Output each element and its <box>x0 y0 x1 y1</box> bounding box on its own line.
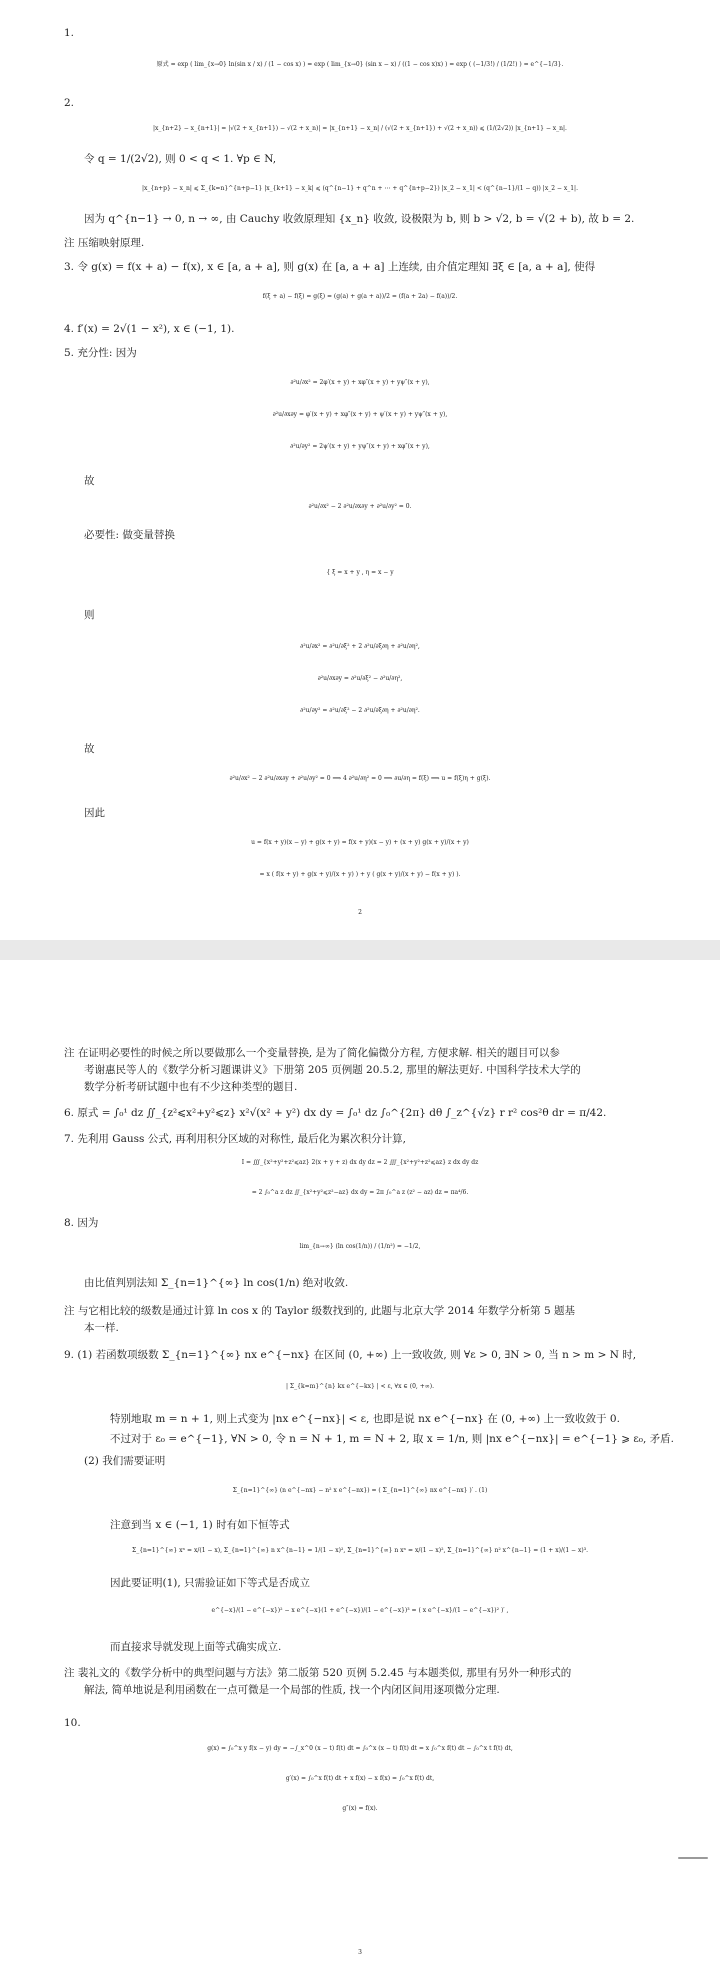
note-line: 注 在证明必要性的时候之所以要做那么一个变量替换, 是为了简化偏微分方程, 方便求解. 相关的题目可以参 <box>64 1047 560 1059</box>
text-line: 令 q = 1/(2√2), 则 0 < q < 1. ∀p ∈ N, <box>84 153 277 165</box>
text-line: 则 <box>84 609 95 621</box>
problem-3-text: 3. 令 g(x) = f(x + a) − f(x), x ∈ [a, a + a], 则 g(x) 在 [a, a + a] 上连续, 由介值定理知 ∃ξ ∈ [a, a + a], 使得 <box>64 261 596 273</box>
equation-line: |x_{n+2} − x_{n+1}| = |√(2 + x_{n+1}) − √(2 + x_n)| = |x_{n+1} − x_n| / (√(2 + x_{n+1}) + √(2 + x_n)) ⩽ (1/(2√2)) |x_{n+1} − x_n|. <box>153 125 567 132</box>
note-line: 数学分析考研试题中也有不少这种类型的题目. <box>84 1081 298 1093</box>
equation-line: ∂²u/∂x² − 2 ∂²u/∂x∂y + ∂²u/∂y² = 0. <box>308 503 412 510</box>
equation-line: ∂²u/∂y² = 2ψ′(x + y) + yψ″(x + y) + xφ″(x + y), <box>290 443 430 450</box>
equation-line: { ξ = x + y , η = x − y <box>326 569 394 576</box>
equation-line: f(ξ + a) − f(ξ) = g(ξ) = (g(a) + g(a + a))/2 = (f(a + 2a) − f(a))/2. <box>262 293 458 300</box>
equation-line: ∂²u/∂x∂y = ∂²u/∂ξ² − ∂²u/∂η², <box>317 675 403 682</box>
scroll-indicator[interactable] <box>678 1857 708 1859</box>
equation-line: g(x) = ∫₀^x y f(x − y) dy = −∫_x^0 (x − t) f(t) dt = ∫₀^x (x − t) f(t) dt = x ∫₀^x f(t) dt − ∫₀^x t f(t) dt, <box>207 1745 513 1752</box>
text-line: (2) 我们需要证明 <box>84 1455 166 1467</box>
problem-4-text: 4. f′(x) = 2√(1 − x²), x ∈ (−1, 1). <box>64 323 235 335</box>
equation-line: e^{−x}/(1 − e^{−x})² − x e^{−x}(1 + e^{−x})/(1 − e^{−x})³ = ( x e^{−x}/(1 − e^{−x})² )′ , <box>211 1607 509 1614</box>
equation-line: ∂²u/∂x² = 2φ′(x + y) + xφ″(x + y) + yψ″(x + y), <box>290 379 430 386</box>
problem-8-text: 8. 因为 <box>64 1217 99 1229</box>
equation-line: 原式 = exp ( lim_{x→0} ln(sin x / x) / (1 − cos x) ) = exp ( lim_{x→0} (sin x − x) / ((1 − cos x)x) ) = exp ( (−1/3!) / (1/2!) ) = e^{−1/3}. <box>156 61 564 68</box>
problem-6-text: 6. 原式 = ∫₀¹ dz ∬_{z²⩽x²+y²⩽z} x²√(x² + y²) dx dy = ∫₀¹ dz ∫₀^{2π} dθ ∫_z^{√z} r r² cos²θ dr = π/42. <box>64 1107 607 1119</box>
text-line: 因此要证明(1), 只需验证如下等式是否成立 <box>110 1577 311 1589</box>
problem-2-number: 2. <box>64 97 75 109</box>
note-line: 考谢惠民等人的《数学分析习题课讲义》下册第 205 页例题 20.5.2, 那里的解法更好. 中国科学技术大学的 <box>84 1064 581 1076</box>
equation-line: = 2 ∫₀^a z dz ∬_{x²+y²⩽z²−az} dx dy = 2π ∫₀^a z (z² − az) dz = πa⁴/6. <box>251 1189 469 1196</box>
note-line: 注 裴礼文的《数学分析中的典型问题与方法》第二版第 520 页例 5.2.45 与本题类似, 那里有另外一种形式的 <box>64 1667 572 1679</box>
note-line: 解法, 简单地说是利用函数在一点可微是一个局部的性质, 找一个内闭区间用逐项微分定理. <box>84 1684 500 1696</box>
text-line: 因为 q^{n−1} → 0, n → ∞, 由 Cauchy 收敛原理知 {x_n} 收敛, 设极限为 b, 则 b > √2, b = √(2 + b), 故 b = 2. <box>84 213 635 225</box>
note-line: 注 压缩映射原理. <box>64 237 145 249</box>
text-line: 必要性: 做变量替换 <box>84 529 175 541</box>
problem-5-text: 5. 充分性: 因为 <box>64 347 137 359</box>
page-3 <box>0 960 720 1981</box>
text-line: 而直接求导就发现上面等式确实成立. <box>110 1641 282 1653</box>
equation-line: g′(x) = ∫₀^x f(t) dt + x f(x) − x f(x) = ∫₀^x f(t) dt, <box>285 1775 435 1782</box>
equation-line: Σ_{n=1}^{∞} xⁿ = x/(1 − x), Σ_{n=1}^{∞} n x^{n−1} = 1/(1 − x)², Σ_{n=1}^{∞} n xⁿ = x/(1 − x)², Σ_{n=1}^{∞} n² x^{n−1} = (1 + x)/(1 − x)³. <box>131 1547 589 1554</box>
equation-line: I = ∭_{x²+y²+z²⩽az} 2(x + y + z) dx dy dz = 2 ∭_{x²+y²+z²⩽az} z dx dy dz <box>241 1159 479 1166</box>
page-number: 3 <box>358 1949 362 1956</box>
equation-line: g″(x) = f(x). <box>342 1805 378 1812</box>
equation-line: = x ( f(x + y) + g(x + y)/(x + y) ) + y ( g(x + y)/(x + y) − f(x + y) ). <box>259 871 461 878</box>
equation-line: ∂²u/∂x² − 2 ∂²u/∂x∂y + ∂²u/∂y² = 0 ⟹ 4 ∂²u/∂η² = 0 ⟹ ∂u/∂η = f(ξ) ⟹ u = f(ξ)η + g(ξ). <box>229 775 491 782</box>
text-line: 故 <box>84 743 95 755</box>
text-line: 不过对于 ε₀ = e^{−1}, ∀N > 0, 令 n = N + 1, m = N + 2, 取 x = 1/n, 则 |nx e^{−nx}| = e^{−1} ⩾ ε₀, 矛盾. <box>110 1433 675 1445</box>
text-line: 特别地取 m = n + 1, 则上式变为 |nx e^{−nx}| < ε, 也即是说 nx e^{−nx} 在 (0, +∞) 上一致收敛于 0. <box>110 1413 620 1425</box>
text-line: 因此 <box>84 807 105 819</box>
equation-line: ∂²u/∂x² = ∂²u/∂ξ² + 2 ∂²u/∂ξ∂η + ∂²u/∂η², <box>300 643 420 650</box>
note-line: 本一样. <box>84 1322 119 1334</box>
text-line: 注意到当 x ∈ (−1, 1) 时有如下恒等式 <box>110 1519 290 1531</box>
page-2 <box>0 0 720 940</box>
problem-9-text: 9. (1) 若函数项级数 Σ_{n=1}^{∞} nx e^{−nx} 在区间 (0, +∞) 上一致收敛, 则 ∀ε > 0, ∃N > 0, 当 n > m > N 时, <box>64 1349 637 1361</box>
equation-line: u = f(x + y)(x − y) + g(x + y) = f(x + y)(x − y) + (x + y) g(x + y)/(x + y) <box>251 839 469 846</box>
equation-line: lim_{n→∞} (ln cos(1/n)) / (1/n²) = −1/2, <box>299 1243 421 1250</box>
text-line: 故 <box>84 475 95 487</box>
problem-7-text: 7. 先利用 Gauss 公式, 再利用积分区域的对称性, 最后化为累次积分计算, <box>64 1133 406 1145</box>
equation-line: | Σ_{k=m}^{n} kx e^{−kx} | < ε, ∀x ∈ (0, +∞). <box>286 1383 434 1390</box>
equation-line: ∂²u/∂y² = ∂²u/∂ξ² − 2 ∂²u/∂ξ∂η + ∂²u/∂η². <box>300 707 420 714</box>
equation-line: |x_{n+p} − x_n| ⩽ Σ_{k=n}^{n+p−1} |x_{k+1} − x_k| ⩽ (q^{n−1} + q^n + ⋯ + q^{n+p−2}) |x_2 − x_1| < (q^{n−1}/(1 − q)) |x_2 − x_1|. <box>142 185 578 192</box>
page-number: 2 <box>358 909 362 916</box>
equation-line: ∂²u/∂x∂y = φ′(x + y) + xφ″(x + y) + ψ′(x + y) + yψ″(x + y), <box>272 411 448 418</box>
problem-1-number: 1. <box>64 27 75 39</box>
note-line: 注 与它相比较的级数是通过计算 ln cos x 的 Taylor 级数找到的, 此题与北京大学 2014 年数学分析第 5 题基 <box>64 1305 576 1317</box>
text-line: 由比值判别法知 Σ_{n=1}^{∞} ln cos(1/n) 绝对收敛. <box>84 1277 349 1289</box>
problem-10-number: 10. <box>64 1717 81 1729</box>
equation-line: Σ_{n=1}^{∞} (n e^{−nx} − n² x e^{−nx}) = ( Σ_{n=1}^{∞} nx e^{−nx} )′ . (1) <box>232 1487 488 1494</box>
